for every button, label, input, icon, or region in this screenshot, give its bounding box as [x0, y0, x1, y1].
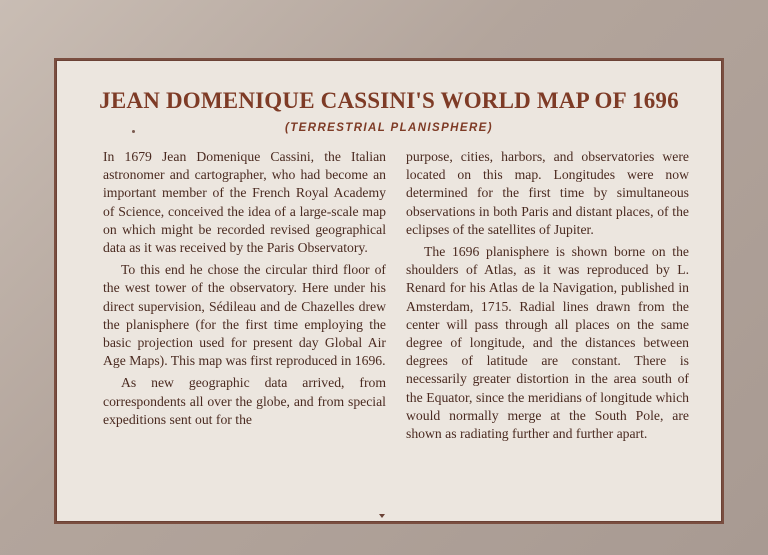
museum-placard — [54, 58, 724, 524]
placard-subtitle: (TERRESTRIAL PLANISPHERE) — [285, 122, 493, 134]
bottom-tick-mark — [379, 514, 385, 518]
paragraph-planisphere-atlas: The 1696 planisphere is shown borne on the shoulders of Atlas, as it was reproduced by L. Renard for his Atlas de la Navigation, published in Amsterdam, 1715. Radial lines drawn from the center will pass through all places on the same degree of longitude, and the distances between degrees of latitude are constant. There is necessarily greater distortion in the area south of the Equator, since the meridians of longitude which would normally merge at the South Pole, are shown as radiating further and further apart. — [406, 244, 689, 442]
paragraph-longitudes: purpose, cities, harbors, and observatories were located on this map. Longitudes were now determined for the first time by simultaneous observations in both Paris and distant places, of the eclipses of the satellites of Jupiter. — [406, 149, 689, 237]
right-text-column — [406, 148, 689, 447]
placard-title: JEAN DOMENIQUE CASSINI'S WORLD MAP OF 1696 — [99, 88, 679, 113]
decorative-dot — [132, 130, 135, 133]
paragraph-new-data: As new geographic data arrived, from correspondents all over the globe, and from special expeditions sent out for the — [103, 375, 386, 427]
left-text-column — [103, 148, 386, 433]
paragraph-west-tower: To this end he chose the circular third floor of the west tower of the observatory. Here under his direct supervision, Sédileau and de Chazelles drew the planisphere (for the first time employing the basic projection used for present day Global Air Age Maps). This map was first reproduced in 1696. — [103, 262, 386, 369]
paragraph-cassini-intro: In 1679 Jean Domenique Cassini, the Italian astronomer and cartographer, who had become an important member of the French Royal Academy of Science, conceived the idea of a large-scale map on which might be recorded revised geographical data as it was received by the Paris Observatory. — [103, 149, 386, 256]
